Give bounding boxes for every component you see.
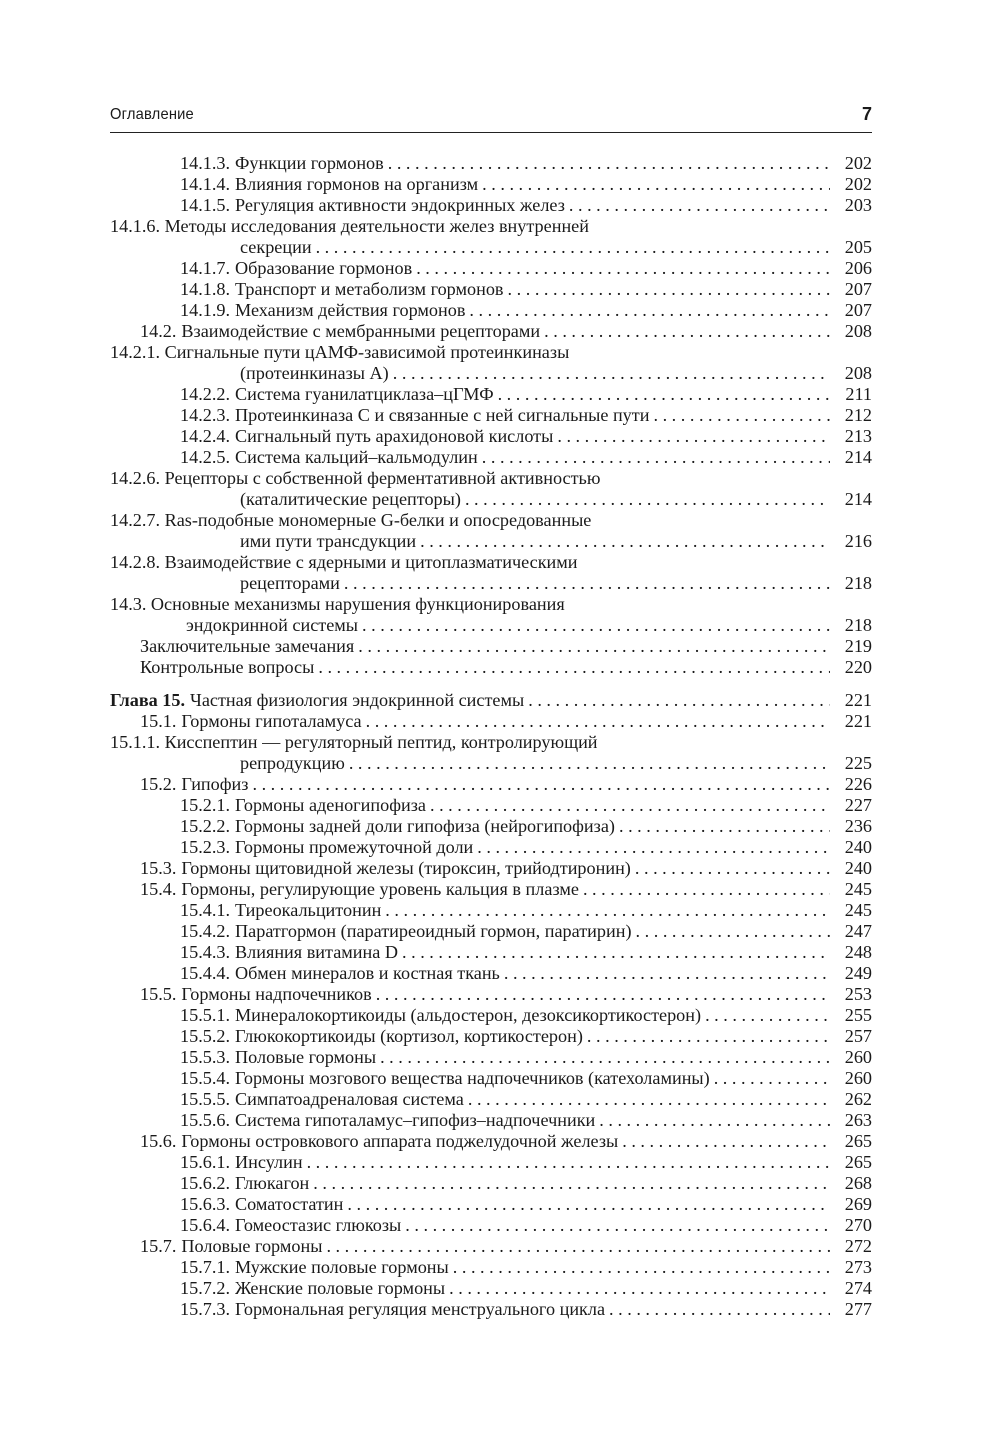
entry-title: Основные механизмы нарушения функционирования	[150, 594, 565, 614]
entry-title: Система гипоталамус–гипофиз–надпочечники	[235, 1110, 596, 1130]
entry-title: Гомеостазис глюкозы	[235, 1215, 402, 1235]
toc-entry	[110, 594, 872, 636]
entry-title: Гормоны задней доли гипофиза (нейрогипофиза)	[235, 816, 615, 836]
entry-page-number: 269	[844, 1194, 872, 1214]
entry-page-number: 274	[844, 1278, 872, 1298]
entry-page-number: 260	[844, 1068, 872, 1088]
entry-title: Контрольные вопросы	[140, 657, 315, 677]
entry-page-number: 273	[844, 1257, 872, 1277]
dot-leader	[252, 774, 830, 795]
header-page-number: 7	[861, 104, 872, 124]
entry-title: Гормональная регуляция менструального цикла	[235, 1299, 606, 1319]
entry-page-number: 211	[845, 384, 872, 404]
entry-title-continuation: рецепторами	[240, 573, 340, 593]
dot-leader	[583, 879, 830, 900]
entry-number: 14.1.8.	[180, 279, 231, 299]
entry-title: Система гуанилатциклаза–цГМФ	[235, 384, 494, 404]
toc-entry	[110, 795, 872, 816]
entry-title: Гормоны, регулирующие уровень кальция в плазме	[181, 879, 579, 899]
toc-entry	[110, 321, 872, 342]
toc-entry	[110, 657, 872, 678]
entry-number: 14.2.4.	[180, 426, 231, 446]
entry-number: 15.5.	[140, 984, 177, 1004]
entry-title: Рецепторы с собственной ферментативной активностью	[164, 468, 601, 488]
dot-leader	[587, 1026, 830, 1047]
dot-leader	[705, 1005, 830, 1026]
dot-leader	[430, 795, 830, 816]
dot-leader	[380, 1047, 830, 1068]
entry-title: Транспорт и метаболизм гормонов	[235, 279, 504, 299]
entry-title: Сигнальные пути цАМФ-зависимой протеинкиназы	[164, 342, 570, 362]
entry-number: 15.6.	[140, 1131, 177, 1151]
entry-page-number: 270	[844, 1215, 872, 1235]
entry-number: 14.1.3.	[180, 153, 231, 173]
toc-entry	[110, 1278, 872, 1299]
entry-title: Влияния витамина D	[235, 942, 398, 962]
dot-leader	[482, 447, 830, 468]
toc-entry	[110, 258, 872, 279]
entry-title: Гормоны надпочечников	[181, 984, 372, 1004]
toc-entry	[110, 858, 872, 879]
entry-page-number: 225	[844, 753, 872, 773]
entry-number: 15.7.1.	[180, 1257, 231, 1277]
toc-entry	[110, 900, 872, 921]
entry-title: Функции гормонов	[235, 153, 384, 173]
entry-title: Регуляция активности эндокринных желез	[235, 195, 565, 215]
dot-leader	[416, 258, 830, 279]
entry-page-number: 208	[844, 321, 872, 341]
entry-title: Минералокортикоиды (альдостерон, дезоксикортикостерон)	[235, 1005, 702, 1025]
entry-page-number: 253	[844, 984, 872, 1004]
dot-leader	[498, 384, 830, 405]
entry-page-number: 268	[844, 1173, 872, 1193]
toc-entry	[110, 942, 872, 963]
entry-number: 14.1.6.	[110, 216, 161, 236]
dot-leader	[469, 300, 830, 321]
dot-leader	[477, 837, 830, 858]
entry-page-number: 240	[844, 837, 872, 857]
toc-entry	[110, 1068, 872, 1089]
toc-entry	[110, 216, 872, 258]
table-of-contents	[110, 153, 872, 1320]
entry-number: 14.1.5.	[180, 195, 231, 215]
dot-leader	[635, 858, 830, 879]
entry-number: 14.1.9.	[180, 300, 231, 320]
entry-title: Система кальций–кальмодулин	[235, 447, 478, 467]
entry-title-continuation: репродукцию	[240, 753, 345, 773]
toc-entry	[110, 1257, 872, 1278]
entry-title: Женские половые гормоны	[235, 1278, 446, 1298]
toc-entry	[110, 963, 872, 984]
entry-title: Частная физиология эндокринной системы	[190, 690, 525, 710]
entry-page-number: 218	[844, 615, 872, 635]
entry-title: Методы исследования деятельности желез внутренней	[164, 216, 589, 236]
entry-page-number: 214	[844, 489, 872, 509]
entry-number: 15.5.4.	[180, 1068, 231, 1088]
entry-page-number: 263	[844, 1110, 872, 1130]
entry-number: 15.6.2.	[180, 1173, 231, 1193]
entry-number: 14.2.6.	[110, 468, 161, 488]
entry-title: Инсулин	[235, 1152, 303, 1172]
entry-title-continuation: секреции	[240, 237, 312, 257]
entry-title-continuation: (каталитические рецепторы)	[240, 489, 461, 509]
toc-entry	[110, 1110, 872, 1131]
toc-entry	[110, 384, 872, 405]
dot-leader	[349, 753, 830, 774]
dot-leader	[362, 615, 830, 636]
toc-entry	[110, 1236, 872, 1257]
entry-number: 15.5.5.	[180, 1089, 231, 1109]
dot-leader	[366, 711, 830, 732]
entry-number: 15.4.2.	[180, 921, 231, 941]
entry-number: 14.2.7.	[110, 510, 161, 530]
entry-number: 15.7.3.	[180, 1299, 231, 1319]
entry-number: 14.1.4.	[180, 174, 231, 194]
dot-leader	[714, 1068, 830, 1089]
entry-number: 14.2.8.	[110, 552, 161, 572]
dot-leader	[420, 531, 830, 552]
entry-number: 15.4.	[140, 879, 177, 899]
toc-entry	[110, 732, 872, 774]
entry-title: Паратгормон (паратиреоидный гормон, паратирин)	[235, 921, 632, 941]
entry-title: Гипофиз	[181, 774, 249, 794]
entry-title: Мужские половые гормоны	[235, 1257, 449, 1277]
dot-leader	[358, 636, 830, 657]
dot-leader	[393, 363, 830, 384]
entry-page-number: 221	[844, 690, 872, 710]
entry-page-number: 245	[844, 879, 872, 899]
entry-page-number: 227	[844, 795, 872, 815]
toc-entry	[110, 426, 872, 447]
entry-page-number: 212	[844, 405, 872, 425]
dot-leader	[619, 816, 830, 837]
entry-number: 15.2.1.	[180, 795, 231, 815]
toc-chapter-entry	[110, 690, 872, 711]
toc-entry	[110, 342, 872, 384]
dot-leader	[344, 573, 830, 594]
entry-number: 15.5.6.	[180, 1110, 231, 1130]
toc-entry	[110, 1152, 872, 1173]
toc-entry	[110, 774, 872, 795]
entry-number: 15.4.4.	[180, 963, 231, 983]
entry-number: 15.6.1.	[180, 1152, 231, 1172]
dot-leader	[326, 1236, 830, 1257]
dot-leader	[405, 1215, 830, 1236]
entry-title: Взаимодействие с мембранными рецепторами	[181, 321, 541, 341]
entry-page-number: 218	[844, 573, 872, 593]
entry-page-number: 248	[844, 942, 872, 962]
entry-page-number: 226	[844, 774, 872, 794]
entry-title: Гормоны промежуточной доли	[235, 837, 474, 857]
dot-leader	[544, 321, 830, 342]
entry-number: 14.3.	[110, 594, 147, 614]
dot-leader	[388, 153, 830, 174]
entry-title: Гормоны гипоталамуса	[181, 711, 362, 731]
entry-number: 15.6.3.	[180, 1194, 231, 1214]
entry-number: 15.7.	[140, 1236, 177, 1256]
entry-title: Протеинкиназа С и связанные с ней сигнальные пути	[235, 405, 650, 425]
entry-title: Гормоны щитовидной железы (тироксин, трийодтиронин)	[181, 858, 631, 878]
entry-title-continuation: эндокринной системы	[186, 615, 359, 635]
entry-title: Тиреокальцитонин	[235, 900, 382, 920]
entry-page-number: 277	[844, 1299, 872, 1319]
entry-page-number: 202	[844, 153, 872, 173]
toc-entry	[110, 1194, 872, 1215]
toc-entry	[110, 300, 872, 321]
toc-entry	[110, 405, 872, 426]
header-title: Оглавление	[110, 106, 194, 123]
running-header	[110, 104, 872, 133]
entry-number: 15.6.4.	[180, 1215, 231, 1235]
entry-page-number: 236	[844, 816, 872, 836]
entry-number: 15.2.2.	[180, 816, 231, 836]
entry-page-number: 207	[844, 300, 872, 320]
dot-leader	[569, 195, 830, 216]
entry-title: Симпатоадреналовая система	[235, 1089, 464, 1109]
entry-title: Гормоны мозгового вещества надпочечников (катехоламины)	[235, 1068, 710, 1088]
entry-title: Кисспептин — регуляторный пептид, контролирующий	[164, 732, 598, 752]
toc-entry	[110, 1089, 872, 1110]
dot-leader	[376, 984, 830, 1005]
entry-title: Ras-подобные мономерные G-белки и опосредованные	[164, 510, 592, 530]
entry-title: Заключительные замечания	[140, 636, 355, 656]
entry-title: Гормоны аденогипофиза	[235, 795, 426, 815]
dot-leader	[622, 1131, 830, 1152]
entry-title: Глюкагон	[235, 1173, 310, 1193]
dot-leader	[347, 1194, 830, 1215]
entry-page-number: 221	[844, 711, 872, 731]
toc-entry	[110, 711, 872, 732]
entry-page-number: 205	[844, 237, 872, 257]
entry-number: 14.2.	[140, 321, 177, 341]
entry-title: Обмен минералов и костная ткань	[235, 963, 500, 983]
entry-title: Взаимодействие с ядерными и цитоплазматическими	[164, 552, 578, 572]
entry-page-number: 208	[844, 363, 872, 383]
dot-leader	[482, 174, 830, 195]
entry-page-number: 213	[844, 426, 872, 446]
dot-leader	[449, 1278, 830, 1299]
entry-number: 14.2.1.	[110, 342, 161, 362]
entry-page-number: 245	[844, 900, 872, 920]
entry-page-number: 265	[844, 1152, 872, 1172]
entry-number: 15.5.3.	[180, 1047, 231, 1067]
entry-title: Половые гормоны	[181, 1236, 323, 1256]
entry-number: 15.5.1.	[180, 1005, 231, 1025]
entry-number: Глава 15.	[110, 690, 186, 710]
toc-entry	[110, 510, 872, 552]
entry-title: Гормоны островкового аппарата поджелудочной железы	[181, 1131, 619, 1151]
toc-entry	[110, 1215, 872, 1236]
entry-page-number: 247	[844, 921, 872, 941]
entry-number: 15.7.2.	[180, 1278, 231, 1298]
entry-title: Влияния гормонов на организм	[235, 174, 479, 194]
entry-page-number: 216	[844, 531, 872, 551]
dot-leader	[528, 690, 830, 711]
toc-entry	[110, 1005, 872, 1026]
entry-number: 15.4.3.	[180, 942, 231, 962]
entry-page-number: 249	[844, 963, 872, 983]
dot-leader	[468, 1089, 830, 1110]
toc-entry	[110, 279, 872, 300]
toc-entry	[110, 1026, 872, 1047]
toc-entry	[110, 921, 872, 942]
entry-page-number: 240	[844, 858, 872, 878]
dot-leader	[557, 426, 830, 447]
toc-entry	[110, 1047, 872, 1068]
entry-page-number: 272	[844, 1236, 872, 1256]
entry-number: 14.2.2.	[180, 384, 231, 404]
dot-leader	[636, 921, 830, 942]
toc-entry	[110, 153, 872, 174]
entry-number: 15.5.2.	[180, 1026, 231, 1046]
dot-leader	[653, 405, 830, 426]
toc-entry	[110, 1173, 872, 1194]
toc-entry	[110, 837, 872, 858]
dot-leader	[508, 279, 830, 300]
entry-title-continuation: ими пути трансдукции	[240, 531, 417, 551]
entry-page-number: 265	[844, 1131, 872, 1151]
entry-number: 15.1.1.	[110, 732, 161, 752]
entry-page-number: 214	[844, 447, 872, 467]
entry-title-continuation: (протеинкиназы А)	[240, 363, 389, 383]
toc-entry	[110, 1299, 872, 1320]
entry-page-number: 203	[844, 195, 872, 215]
entry-number: 15.2.	[140, 774, 177, 794]
entry-page-number: 202	[844, 174, 872, 194]
entry-title: Глюкокортикоиды (кортизол, кортикостерон)	[235, 1026, 583, 1046]
entry-title: Сигнальный путь арахидоновой кислоты	[235, 426, 554, 446]
dot-leader	[316, 237, 830, 258]
entry-page-number: 220	[844, 657, 872, 677]
toc-entry	[110, 636, 872, 657]
toc-entry	[110, 552, 872, 594]
dot-leader	[318, 657, 830, 678]
entry-page-number: 219	[844, 636, 872, 656]
toc-entry	[110, 195, 872, 216]
entry-page-number: 260	[844, 1047, 872, 1067]
entry-page-number: 207	[844, 279, 872, 299]
entry-page-number: 206	[844, 258, 872, 278]
entry-page-number: 255	[844, 1005, 872, 1025]
toc-entry	[110, 816, 872, 837]
dot-leader	[313, 1173, 830, 1194]
entry-number: 14.2.3.	[180, 405, 231, 425]
entry-number: 15.3.	[140, 858, 177, 878]
entry-number: 15.2.3.	[180, 837, 231, 857]
entry-number: 15.1.	[140, 711, 177, 731]
entry-title: Образование гормонов	[235, 258, 413, 278]
entry-title: Механизм действия гормонов	[235, 300, 466, 320]
entry-title: Соматостатин	[235, 1194, 344, 1214]
entry-title: Половые гормоны	[235, 1047, 377, 1067]
dot-leader	[465, 489, 830, 510]
dot-leader	[599, 1110, 830, 1131]
dot-leader	[402, 942, 830, 963]
toc-entry	[110, 984, 872, 1005]
toc-entry	[110, 1131, 872, 1152]
entry-number: 14.1.7.	[180, 258, 231, 278]
entry-page-number: 262	[844, 1089, 872, 1109]
toc-entry	[110, 468, 872, 510]
toc-entry	[110, 879, 872, 900]
dot-leader	[385, 900, 830, 921]
dot-leader	[609, 1299, 830, 1320]
dot-leader	[307, 1152, 830, 1173]
entry-number: 15.4.1.	[180, 900, 231, 920]
toc-entry	[110, 447, 872, 468]
toc-entry	[110, 174, 872, 195]
entry-number: 14.2.5.	[180, 447, 231, 467]
entry-page-number: 257	[844, 1026, 872, 1046]
dot-leader	[504, 963, 830, 984]
dot-leader	[453, 1257, 830, 1278]
